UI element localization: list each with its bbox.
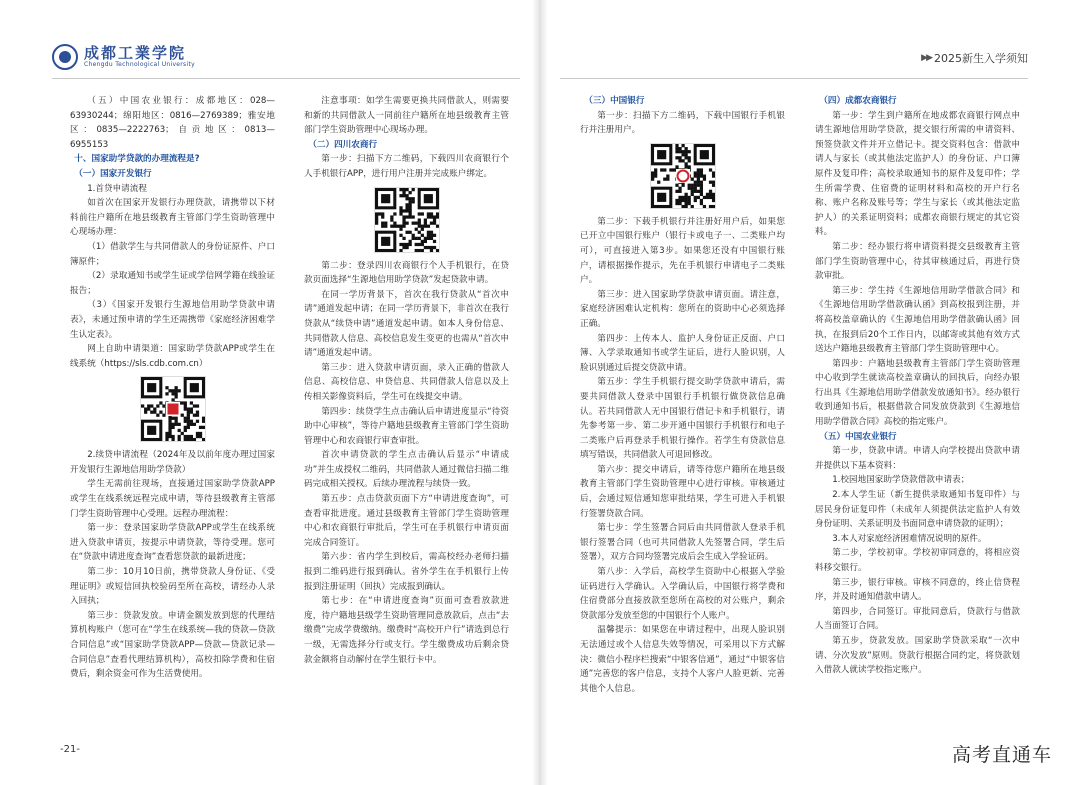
paragraph: 第四步，合同签订。审批同意后，贷款行与借款人当面签订合同。 xyxy=(815,606,1020,632)
column-3 xyxy=(580,94,785,696)
watermark: 高考直通车 xyxy=(951,744,1052,766)
paragraph: 第一步：登录国家助学贷款APP或学生在线系统进入贷款申请页，按提示申请贷款，等待受理。您可在“贷款申请进度查询”查看您贷款的最新进度； xyxy=(70,523,275,563)
subheading-sichuan-rcc: （二）四川农商行 xyxy=(308,139,378,150)
qr-code-icon[interactable] xyxy=(650,143,716,209)
paragraph: 1.首贷申请流程 xyxy=(87,183,147,194)
paragraph: 第四步：户籍地县级教育主管部门学生资助管理中心收到学生就读高校盖章确认的回执后，向经办银行出具《生源地信用助学借款发放通知书》。经办银行收到通知书后，根据借款合同发放贷款到《生源地信用助学借款合同》高校的指定账户。 xyxy=(815,358,1020,428)
paragraph: 第八步：入学后，高校学生资助中心根据入学验证码进行入学确认。入学确认后，中国银行将学费和住宿费部分直接放款至您所在高校的对公账户，剩余贷款部分发放至您的中国银行个人账户。 xyxy=(580,567,785,621)
header-rule xyxy=(560,78,1028,79)
page-number: -21- xyxy=(60,744,80,755)
running-header xyxy=(921,50,1028,66)
paragraph: 网上自助申请渠道：国家助学贷款APP或学生在线系统（https://sls.cdb.com.cn） xyxy=(70,344,275,369)
abc-contacts: （五）中国农业银行：成都地区：028—63930244；绵阳地区：0816—2769389；雅安地区：0835—2222763；自贡地区：0813—6955153 xyxy=(70,96,275,150)
paragraph: 1.校园地国家助学贷款借款申请表； xyxy=(832,475,970,486)
paragraph: 第三步：进入国家助学贷款申请页面。请注意，家庭经济困难认定机构：您所在的资助中心必须选择正确。 xyxy=(580,289,785,329)
paragraph: （3）《国家开发银行生源地信用助学贷款申请表》，未通过预申请的学生还需携带《家庭经济困难学生认定表》。 xyxy=(70,300,275,340)
paragraph: 第二步：经办银行将申请资料提交县级教育主管部门学生资助管理中心，待其审核通过后，再进行贷款审批。 xyxy=(815,241,1020,282)
paragraph: 第二步，学校初审。学校初审同意的，将相应资料移交银行。 xyxy=(815,548,1020,573)
paragraph: 温馨提示：如果您在申请过程中，出现人脸识别无法通过或个人信息失效等情况，可采用以下方式解决：微信小程序栏搜索“中银客信通”，通过“中银客信通”完善您的客户信息，支持个人客户人脸更新、完善其他个人信息。 xyxy=(580,625,785,694)
column-1 xyxy=(70,94,275,682)
paragraph: 第四步：上传本人、监护人身份证正反面、户口簿、入学录取通知书或学生证后，进行人脸识别，人脸识别通过后提交贷款申请。 xyxy=(580,333,785,373)
paragraph: 第二步：登录四川农商银行个人手机银行，在贷款页面选择“生源地信用助学贷款”发起贷款申请。 xyxy=(304,260,509,286)
paragraph: 第一步：扫描下方二维码，下载四川农商银行个人手机银行APP，进行用户注册并完成账户绑定。 xyxy=(304,154,509,179)
paragraph: 在同一学历背景下，首次在我行贷款从“首次申请”通道发起申请；在同一学历背景下，非首次在我行贷款从“续贷申请”通道发起申请。如本人身份信息、共同借款人信息、高校信息发生变更的也需从“首次申请”通道发起申请。 xyxy=(304,289,509,359)
logo-chinese-name: 成都工業学院 xyxy=(84,44,187,62)
paragraph: 第三步：贷款发放。申请金额发放到您的代理结算机构账户（您可在“学生在线系统—我的贷款—贷款合同信息”或“国家助学贷款APP—贷款—贷款记录—合同信息”查看代理结算机构），高校扣除学费和住宿费后，剩余资金可作为生活费使用。 xyxy=(70,610,275,680)
double-arrow-icon: ▶▶ xyxy=(921,53,931,63)
paragraph: 第二步：下载手机银行并注册好用户后，如果您已开立中国银行账户（银行卡或电子一、二类账户均可），可直接进入第3步。如果您还没有中国银行账户，请根据操作提示，先在手机银行申请电子二类账户。 xyxy=(580,216,785,286)
paragraph: 第六步：省内学生到校后，需高校经办老师扫描报到二维码进行报到确认。省外学生在手机银行上传报到注册证明（回执）完成报到确认。 xyxy=(304,552,509,592)
paragraph: 第三步，银行审核。审核不同意的，终止信贷程序，并及时通知借款申请人。 xyxy=(815,577,1020,603)
paragraph: 第七步：学生签署合同后由共同借款人登录手机银行签署合同（也可共同借款人先签署合同，学生后签署），双方合同均签署完成后会生成入学验证码。 xyxy=(580,523,785,563)
paragraph: 首次申请贷款的学生点击确认后显示“申请成功”并生成授权二维码，共同借款人通过微信扫描二维码完成相关授权。后续办理流程与续贷一致。 xyxy=(304,450,509,490)
paragraph: 第六步：提交申请后，请等待您户籍所在地县级教育主管部门学生资助管理中心进行审核。审核通过后，会通过短信通知您审批结果，学生可进入手机银行签署贷款合同。 xyxy=(580,464,785,519)
qr-code-icon[interactable] xyxy=(374,187,440,253)
paragraph: 3.本人对家庭经济困难情况说明的原件。 xyxy=(832,533,987,544)
running-header-title: 2025新生入学须知 xyxy=(934,52,1028,65)
paragraph: 第四步：续贷学生点击确认后申请进度显示“待资助中心审核”，等待户籍地县级教育主管部门学生资助管理中心和农商银行审查审批。 xyxy=(304,406,509,446)
university-emblem-icon xyxy=(52,44,78,70)
paragraph: 第一步，贷款申请。申请人向学校提出贷款申请并提供以下基本资料： xyxy=(815,446,1020,471)
paragraph: 第二步：10月10日前，携带贷款人身份证、《受理证明》或短信回执校验码至所在高校，请经办人录入回执； xyxy=(70,567,275,607)
qr-code-icon[interactable] xyxy=(140,376,206,442)
paragraph: （1）借款学生与共同借款人的身份证原件、户口簿原件； xyxy=(70,241,275,267)
paragraph: 如首次在国家开发银行办理贷款，请携带以下材料前往户籍所在地县级教育主管部门学生资助管理中心现场办理： xyxy=(70,198,275,238)
section-heading-loan-process: 十、国家助学贷款的办理流程是? xyxy=(74,154,200,165)
subheading-abc: （五）中国农业银行 xyxy=(819,431,897,442)
paragraph: 第一步：扫描下方二维码，下载中国银行手机银行并注册用户。 xyxy=(580,110,785,136)
paragraph: 2.本人学生证（新生提供录取通知书复印件）与居民身份证复印件（未成年人须提供法定监护人有效身份证明、关系证明及书面同意申请贷款的证明）； xyxy=(815,490,1020,530)
paragraph: 注意事项：如学生需要更换共同借款人，则需要和新的共同借款人一同前往户籍所在地县级教育主管部门学生资助管理中心现场办理。 xyxy=(304,96,509,136)
university-logo xyxy=(52,44,195,70)
subheading-chengdu-rcb: （四）成都农商银行 xyxy=(819,96,897,106)
column-4 xyxy=(815,94,1020,678)
header-rule xyxy=(52,78,520,79)
paragraph: 第五步，贷款发放。国家助学贷款采取“一次申请、分次发放”原则。贷款行根据合同约定，将贷款划入借款人就读学校指定账户。 xyxy=(815,635,1020,676)
logo-english-name: Chengdu Technological University xyxy=(84,61,195,68)
paragraph: 学生无需前往现场，直接通过国家助学贷款APP或学生在线系统远程完成申请，等待县级教育主管部门学生资助管理中心受理。远程办理流程： xyxy=(70,479,275,519)
column-2 xyxy=(304,94,509,667)
paragraph: 第三步：学生持《生源地信用助学借款合同》和《生源地信用助学借款确认函》到高校报到注册，并将高校盖章确认的《生源地信用助学借款确认函》回执，在报到后20个工作日内，以邮寄或其他有效方式送达户籍地县级教育主管部门学生资助管理中心。 xyxy=(815,285,1020,355)
paragraph: 第三步：进入贷款申请页面，录入正确的借款人信息、高校信息、申贷信息、共同借款人信息以及上传相关影像资料后，学生可在线提交申请。 xyxy=(304,362,509,402)
subheading-boc: （三）中国银行 xyxy=(584,96,645,106)
book-gutter xyxy=(532,0,548,785)
paragraph: （2）录取通知书或学生证或学信网学籍在线验证报告； xyxy=(70,271,275,296)
paragraph: 第一步：学生到户籍所在地成都农商银行网点申请生源地信用助学贷款，提交银行所需的申请资料、预签贷款文件并开立借记卡。提交资料包含：借款申请人与家长（或其他法定监护人）的身份证、户口簿原件及复印件；高校录取通知书的原件及复印件；学生所需学费、住宿费的证明材料和高校的开户行名称、账户名称及账号等；学生与家长（或其他法定监护人）的关系证明资料；成都农商银行规定的其它资料。 xyxy=(815,110,1020,238)
paragraph: 2.续贷申请流程（2024年及以前年度办理过国家开发银行生源地信用助学贷款） xyxy=(70,450,275,475)
paragraph: 第七步：在“申请进度查询”页面可查看放款进度，待户籍地县级学生资助管理同意放款后，点击“去缴费”完成学费缴纳。缴费时“高校开户行”请选到总行一级，无需选择分行或支行。学生缴费成功后剩余贷款金额将自动解付在学生银行卡中。 xyxy=(304,596,509,665)
paragraph: 第五步：点击贷款页面下方“申请进度查询”，可查看审批进度。通过县级教育主管部门学生资助管理中心和农商银行审批后，学生可在手机银行申请页面完成合同签订。 xyxy=(304,494,509,548)
paragraph: 第五步：学生手机银行提交助学贷款申请后，需要共同借款人登录中国银行手机银行做贷款信息确认。若共同借款人无中国银行借记卡和手机银行，请先参考第一步、第二步开通中国银行手机银行和电子二类账户后再登录手机银行操作。若学生有贷款信息填写错误，共同借款人可退回修改。 xyxy=(580,377,785,461)
subheading-cdb: （一）国家开发银行 xyxy=(74,168,152,179)
